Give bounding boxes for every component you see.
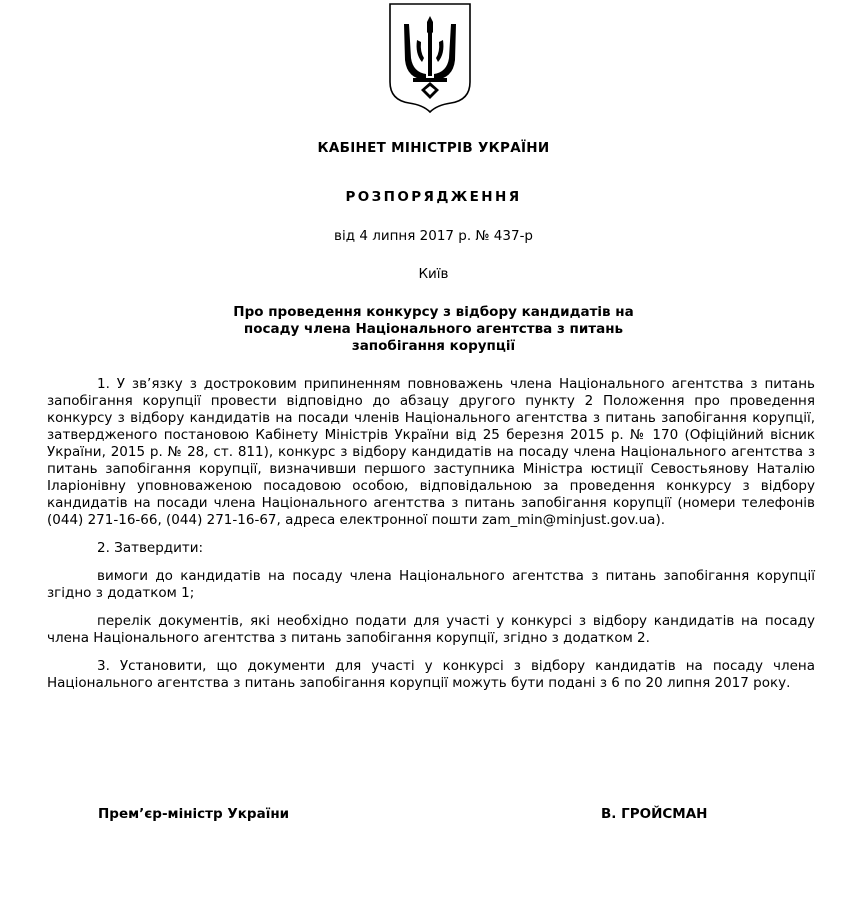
paragraph-5: 3. Установити, що документи для участі у конкурсі з відбору кандидатів на посаду члена Національного агентства з питань запобігання корупції можуть бути подані з 6 по 20 липня 2017 року.: [47, 658, 815, 691]
title-line: запобігання корупції: [351, 338, 516, 354]
document-title: [0, 304, 867, 355]
signatory-position: Прем’єр-міністр України: [98, 806, 290, 822]
paragraph-3: вимоги до кандидатів на посаду члена Національного агентства з питань запобігання корупції згідно з додатком 1;: [47, 568, 815, 601]
ukraine-coat-of-arms-icon: [387, 2, 473, 114]
paragraph-4: перелік документів, які необхідно подати для участі у конкурсі з відбору кандидатів на посаду члена Національного агентства з питань запобігання корупції, згідно з додатком 2.: [47, 613, 815, 646]
document-body: [47, 376, 815, 703]
city: Київ: [418, 266, 449, 282]
document-type: РОЗПОРЯДЖЕННЯ: [345, 189, 522, 205]
paragraph-2: 2. Затвердити:: [97, 540, 204, 556]
date-and-number: від 4 липня 2017 р. № 437-р: [333, 228, 534, 244]
title-line: Про проведення конкурсу з відбору кандидатів на: [233, 304, 634, 320]
authority-heading: КАБІНЕТ МІНІСТРІВ УКРАЇНИ: [317, 140, 550, 156]
paragraph-1: 1. У зв’язку з достроковим припиненням повноважень члена Національного агентства з питань запобігання корупції провести відповідно до абзацу другого пункту 2 Положення про проведення конкурсу з відбору кандидатів на посади членів Національного агентства з питань запобігання корупції, затвердженого постановою Кабінету Міністрів України від 25 березня 2015 р. № 170 (Офіційний вісник України, 2015 р. № 28, ст. 811), конкурс з відбору кандидатів на посаду члена Національного агентства з питань запобігання корупції, визначивши першого заступника Міністра юстиції Севостьянову Наталію Іларіонівну уповноваженою посадовою особою, відповідальною за проведення конкурсу з відбору кандидатів на посади члена Національного агентства з питань запобігання корупції (номери телефонів (044) 271-16-66, (044) 271-16-67, адреса електронної пошти zam_min@minjust.gov.ua).: [47, 376, 815, 528]
signatory-name: В. ГРОЙСМАН: [601, 806, 708, 822]
title-line: посаду члена Національного агентства з питань: [243, 321, 624, 337]
